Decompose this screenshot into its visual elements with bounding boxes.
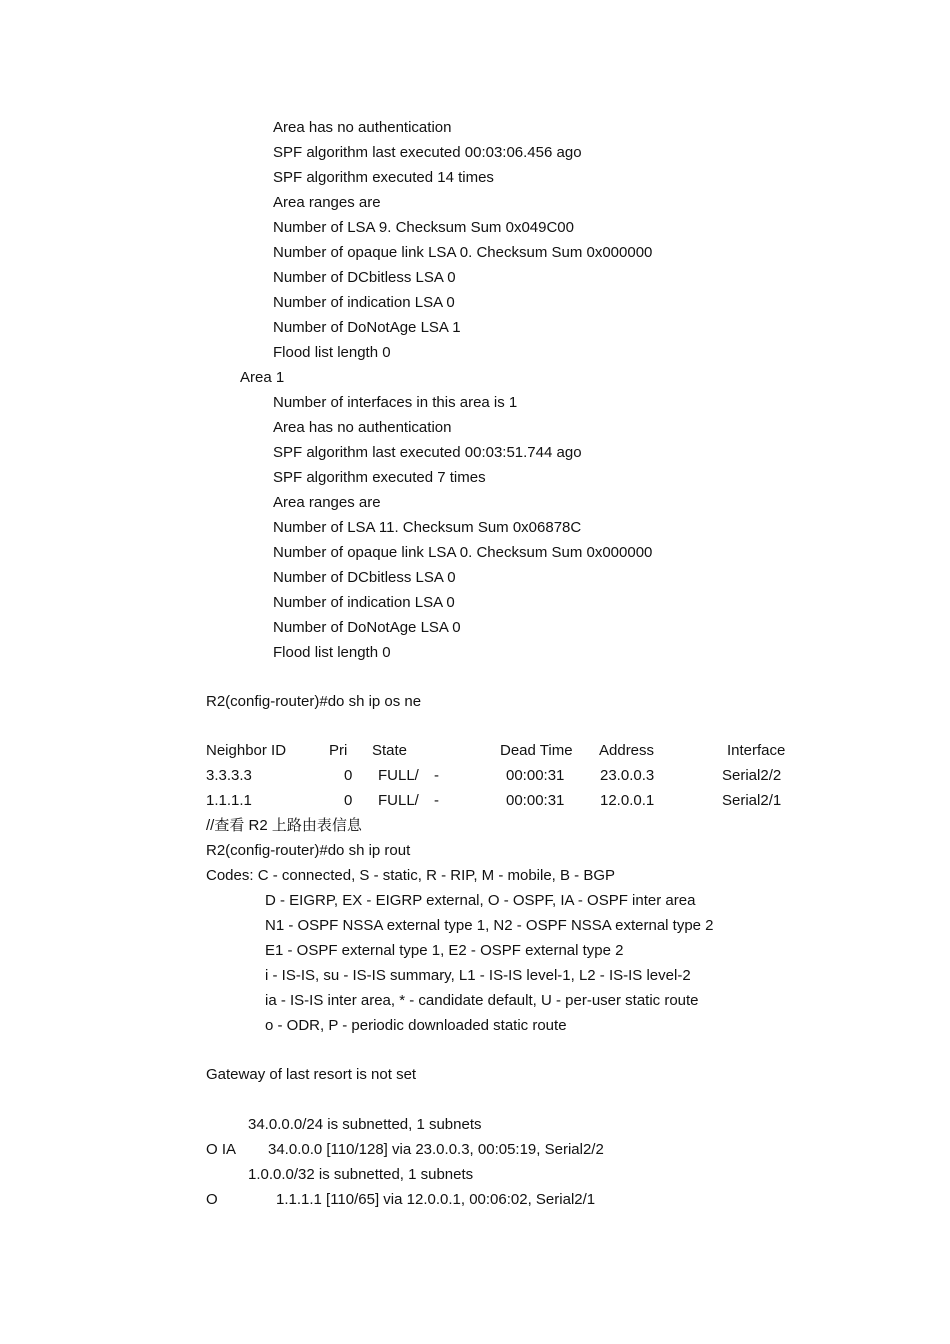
comment-line: //查看 R2 上路由表信息 (206, 817, 362, 834)
codes-line-1: Codes: C - connected, S - static, R - RIP, M - mobile, B - BGP (206, 867, 616, 884)
cell-dead-time: 00:00:31 (506, 792, 565, 809)
cell-address: 12.0.0.1 (600, 792, 655, 809)
cell-state-dash: - (434, 767, 439, 784)
area1-line-7: Number of opaque link LSA 0. Checksum Sum 0x000000 (273, 544, 653, 561)
area1-line-11: Flood list length 0 (273, 644, 391, 661)
cell-state: FULL/ (378, 767, 419, 784)
area0-line-10: Flood list length 0 (273, 344, 391, 361)
area0-line-2: SPF algorithm last executed 00:03:06.456 ago (273, 144, 582, 161)
cell-state: FULL/ (378, 792, 419, 809)
command-route: R2(config-router)#do sh ip rout (206, 842, 411, 859)
cell-neighbor-id: 3.3.3.3 (206, 767, 252, 784)
header-neighbor-id: Neighbor ID (206, 742, 287, 759)
area1-line-4: SPF algorithm executed 7 times (273, 469, 486, 486)
codes-line-4: E1 - OSPF external type 1, E2 - OSPF external type 2 (265, 942, 624, 959)
header-state: State (372, 742, 408, 759)
area0-line-7: Number of DCbitless LSA 0 (273, 269, 456, 286)
codes-line-3: N1 - OSPF NSSA external type 1, N2 - OSPF NSSA external type 2 (265, 917, 714, 934)
codes-line-2: D - EIGRP, EX - EIGRP external, O - OSPF, IA - OSPF inter area (265, 892, 696, 909)
area0-line-8: Number of indication LSA 0 (273, 294, 455, 311)
cell-neighbor-id: 1.1.1.1 (206, 792, 252, 809)
area1-line-5: Area ranges are (273, 494, 381, 511)
header-pri: Pri (329, 742, 348, 759)
area0-line-4: Area ranges are (273, 194, 381, 211)
cell-pri: 0 (344, 792, 353, 809)
area0-line-5: Number of LSA 9. Checksum Sum 0x049C00 (273, 219, 574, 236)
area1-line-9: Number of indication LSA 0 (273, 594, 455, 611)
route-code-1: O IA (206, 1141, 237, 1158)
area1-title: Area 1 (240, 369, 285, 386)
cell-interface: Serial2/2 (722, 767, 782, 784)
area1-line-8: Number of DCbitless LSA 0 (273, 569, 456, 586)
area0-line-6: Number of opaque link LSA 0. Checksum Sum 0x000000 (273, 244, 653, 261)
header-dead-time: Dead Time (500, 742, 573, 759)
gateway-line: Gateway of last resort is not set (206, 1066, 417, 1083)
route-entry-1: 34.0.0.0 [110/128] via 23.0.0.3, 00:05:19, Serial2/2 (268, 1141, 604, 1158)
codes-line-6: ia - IS-IS inter area, * - candidate default, U - per-user static route (265, 992, 699, 1009)
header-interface: Interface (727, 742, 786, 759)
area1-line-10: Number of DoNotAge LSA 0 (273, 619, 461, 636)
area0-line-9: Number of DoNotAge LSA 1 (273, 319, 461, 336)
subnet-line-1: 34.0.0.0/24 is subnetted, 1 subnets (248, 1116, 482, 1133)
codes-line-7: o - ODR, P - periodic downloaded static route (265, 1017, 567, 1034)
area0-line-3: SPF algorithm executed 14 times (273, 169, 494, 186)
route-entry-2: 1.1.1.1 [110/65] via 12.0.0.1, 00:06:02, Serial2/1 (276, 1191, 596, 1208)
area0-line-1: Area has no authentication (273, 119, 452, 136)
cell-interface: Serial2/1 (722, 792, 782, 809)
area1-line-2: Area has no authentication (273, 419, 452, 436)
header-address: Address (599, 742, 655, 759)
codes-line-5: i - IS-IS, su - IS-IS summary, L1 - IS-IS level-1, L2 - IS-IS level-2 (265, 967, 691, 984)
area1-line-6: Number of LSA 11. Checksum Sum 0x06878C (273, 519, 582, 536)
cell-state-dash: - (434, 792, 439, 809)
cell-address: 23.0.0.3 (600, 767, 655, 784)
route-code-2: O (206, 1191, 218, 1208)
area1-line-1: Number of interfaces in this area is 1 (273, 394, 518, 411)
command-neighbor: R2(config-router)#do sh ip os ne (206, 693, 422, 710)
subnet-line-2: 1.0.0.0/32 is subnetted, 1 subnets (248, 1166, 474, 1183)
cell-pri: 0 (344, 767, 353, 784)
cell-dead-time: 00:00:31 (506, 767, 565, 784)
area1-line-3: SPF algorithm last executed 00:03:51.744 ago (273, 444, 582, 461)
